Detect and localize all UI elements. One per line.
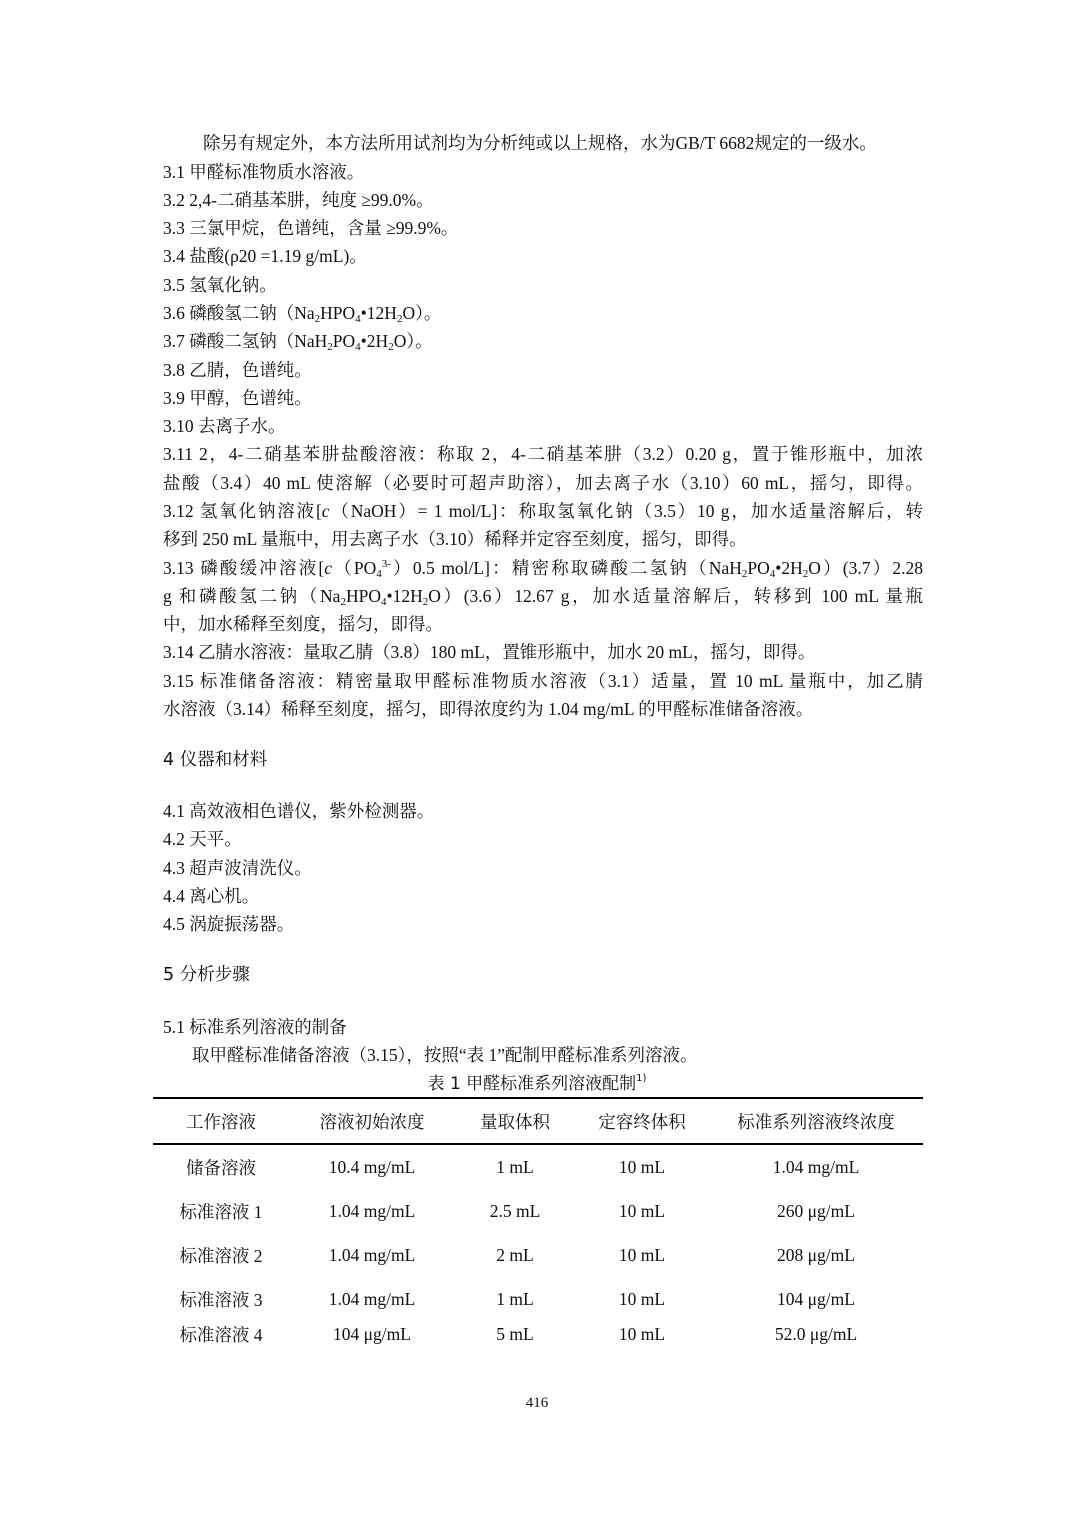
reagent-3-13-line2: g 和磷酸氢二钠$(Na_2HPO_4•12H_2O)(3.6)12.67$ g，加水适量溶解后，转移到 100 mL 量瓶	[163, 586, 923, 608]
table-header-cell: 溶液初始浓度	[289, 1098, 455, 1144]
table-header-cell: 量取体积	[455, 1098, 575, 1144]
reagent-3-13-line1: 3.13 磷酸缓冲溶液[$c(PO_4^{3-})0.5$ mol/L]：精密称取磷酸二氢钠$(NaH_2PO_4•2H_2O)(3.7)2.28$	[163, 558, 924, 580]
reagent-3-13-line3: 中，加水稀释至刻度，摇匀，即得。	[163, 614, 443, 634]
equipment-4-5: 4.5 涡旋振荡器。	[163, 914, 295, 934]
reagent-3-2: 3.2 2,4-二硝基苯肼，纯度 ≥99.0%。	[163, 190, 434, 210]
table-row	[153, 1233, 923, 1277]
reagent-3-8: 3.8 乙腈，色谱纯。	[163, 360, 312, 380]
reagent-3-3: 3.3 三氯甲烷，色谱纯，含量 ≥99.9%。	[163, 218, 459, 238]
equipment-4-2: 4.2 天平。	[163, 829, 242, 849]
reagent-3-11-line1: 3.11 2，4-二硝基苯肼盐酸溶液：称取 2，4-二硝基苯肼（3.2）0.20 g，置于锥形瓶中，加浓	[163, 444, 923, 464]
reagent-3-10: 3.10 去离子水。	[163, 416, 286, 436]
standard-series-table	[153, 1097, 923, 1347]
reagent-3-12-line2: 移到 250 mL 量瓶中，用去离子水（3.10）稀释并定容至刻度，摇匀，即得。	[163, 529, 747, 549]
table-cell: 标准溶液 3	[179, 1289, 263, 1310]
equipment-4-3: 4.3 超声波清洗仪。	[163, 858, 312, 878]
table-header-cell: 标准系列溶液终浓度	[709, 1098, 923, 1144]
table-cell: 104 μg/mL	[777, 1288, 855, 1309]
table-cell: 1.04 mg/mL	[328, 1288, 416, 1309]
table-cell: 标准溶液 1	[179, 1201, 263, 1222]
table-header-row	[153, 1098, 923, 1144]
page-number: 416	[525, 1395, 549, 1411]
section-5-1-title: 5.1 标准系列溶液的制备	[163, 1017, 347, 1037]
table-cell: 2.5 mL	[489, 1200, 541, 1221]
table-cell: 5 mL	[496, 1323, 534, 1344]
table-cell: 104 μg/mL	[333, 1323, 411, 1344]
reagent-intro: 除另有规定外，本方法所用试剂均为分析纯或以上规格，水为GB/T 6682规定的一级水。	[203, 133, 877, 153]
table-cell: 标准溶液 4	[179, 1324, 263, 1345]
table-cell: 2 mL	[496, 1244, 534, 1265]
table-row	[153, 1321, 923, 1347]
table-cell: 208 μg/mL	[777, 1244, 855, 1265]
equipment-4-4: 4.4 离心机。	[163, 886, 260, 906]
reagent-3-9: 3.9 甲醇，色谱纯。	[163, 388, 312, 408]
equipment-4-1: 4.1 高效液相色谱仪，紫外检测器。	[163, 801, 435, 821]
table-cell: 1 mL	[496, 1156, 534, 1177]
table-cell: 1.04 mg/mL	[772, 1156, 860, 1177]
reagent-3-15-line1: 3.15 标准储备溶液：精密量取甲醛标准物质水溶液（3.1）适量，置 10 mL 量瓶中，加乙腈	[163, 671, 923, 691]
table-cell: 10 mL	[618, 1244, 666, 1265]
reagent-3-11-line2: 盐酸（3.4）40 mL 使溶解（必要时可超声助溶），加去离子水（3.10）60 mL，摇匀，即得。	[163, 473, 923, 493]
table-cell: 1 mL	[496, 1288, 534, 1309]
reagent-3-15-line2: 水溶液（3.14）稀释至刻度，摇匀，即得浓度约为 1.04 mg/mL 的甲醛标准储备溶液。	[163, 699, 814, 719]
table-row	[153, 1144, 923, 1189]
reagent-3-7: 3.7 磷酸二氢钠$(NaH_2PO_4•2H_2O)$。	[163, 331, 433, 353]
reagent-3-12-line1: 3.12 氢氧化钠溶液[c（NaOH）= 1 mol/L]：称取氢氧化钠（3.5）10 g，加水适量溶解后，转	[163, 501, 924, 521]
table-header-cell: 工作溶液	[153, 1098, 289, 1144]
reagent-3-14: 3.14 乙腈水溶液：量取乙腈（3.8）180 mL，置锥形瓶中，加水 20 mL，摇匀，即得。	[163, 642, 816, 662]
table-header-cell: 定容终体积	[575, 1098, 709, 1144]
table-cell: 10 mL	[618, 1323, 666, 1344]
table-cell: 52.0 μg/mL	[774, 1323, 858, 1344]
table-cell: 10.4 mg/mL	[328, 1156, 416, 1177]
section-5-1-text: 取甲醛标准储备溶液（3.15），按照“表 1”配制甲醛标准系列溶液。	[192, 1045, 698, 1065]
table-row	[153, 1277, 923, 1321]
table-cell: 260 μg/mL	[777, 1200, 855, 1221]
table-cell: 1.04 mg/mL	[328, 1200, 416, 1221]
table-row	[153, 1189, 923, 1233]
table-cell: 10 mL	[618, 1156, 666, 1177]
table-cell: 储备溶液	[186, 1157, 256, 1178]
table-cell: 10 mL	[618, 1288, 666, 1309]
table-cell: 1.04 mg/mL	[328, 1244, 416, 1265]
section-4-title: 4 仪器和材料	[163, 750, 268, 770]
reagent-3-1: 3.1 甲醛标准物质水溶液。	[163, 162, 365, 182]
table-1-caption: 表 1 甲醛标准系列溶液配制$^{1)}$	[427, 1073, 647, 1094]
table-cell: 10 mL	[618, 1200, 666, 1221]
reagent-3-4: 3.4 盐酸(ρ20 =1.19 g/mL)。	[163, 246, 367, 266]
reagent-3-5: 3.5 氢氧化钠。	[163, 275, 277, 295]
section-5-title: 5 分析步骤	[163, 965, 250, 985]
table-cell: 标准溶液 2	[179, 1245, 263, 1266]
reagent-3-6: 3.6 磷酸氢二钠$(Na_2HPO_4•12H_2O)$。	[163, 303, 442, 325]
